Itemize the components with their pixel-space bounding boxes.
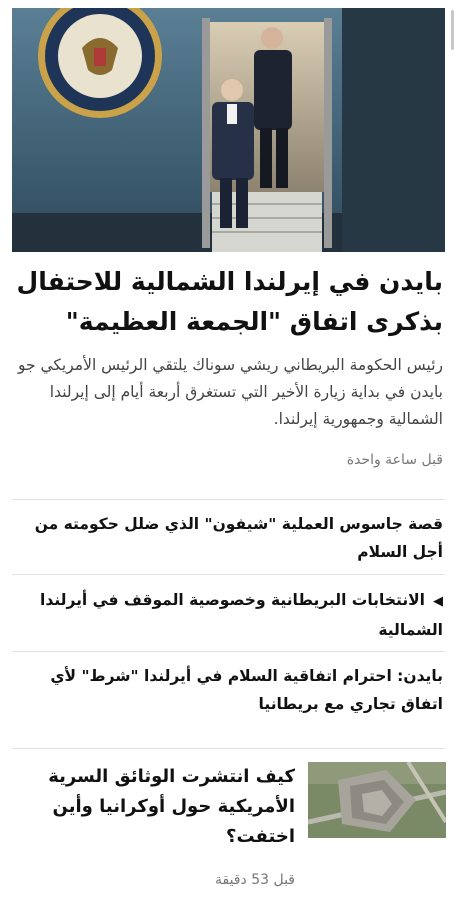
story-thumbnail[interactable] xyxy=(308,762,446,838)
divider xyxy=(12,499,445,500)
lead-story-title[interactable]: بايدن في إيرلندا الشمالية للاحتفال بذكرى اتفاق "الجمعة العظيمة" xyxy=(16,267,443,336)
lead-story-image[interactable] xyxy=(12,8,445,252)
related-link-label: الانتخابات البريطانية وخصوصية الموقف في أيرلندا الشمالية xyxy=(40,591,443,639)
related-link-video[interactable] xyxy=(14,586,443,644)
related-link[interactable] xyxy=(14,510,443,566)
divider xyxy=(12,574,445,575)
lead-story-summary: رئيس الحكومة البريطاني ريشي سوناك يلتقي الرئيس الأمريكي جو بايدن في بداية زيارة الأخير التي تستغرق أربعة أيام إلى إيرلندا الشمالية وجمهورية إيرلندا. xyxy=(17,356,443,428)
related-link[interactable] xyxy=(14,662,443,718)
divider xyxy=(12,748,445,749)
scrollbar[interactable] xyxy=(451,10,454,50)
story-timestamp: قبل 53 دقيقة xyxy=(214,872,295,888)
lead-story-timestamp: قبل ساعة واحدة xyxy=(346,452,443,468)
story-title[interactable]: كيف انتشرت الوثائق السرية الأمريكية حول أوكرانيا وأين اختفت؟ xyxy=(48,766,295,847)
related-link-label: قصة جاسوس العملية "شيفون" الذي ضلل حكومته من أجل السلام xyxy=(34,515,443,561)
related-link-label: بايدن: احترام اتفاقية السلام في أيرلندا "شرط" لأي اتفاق تجاري مع بريطانيا xyxy=(50,667,443,713)
divider xyxy=(12,651,445,652)
play-icon: ◀ xyxy=(433,594,443,609)
